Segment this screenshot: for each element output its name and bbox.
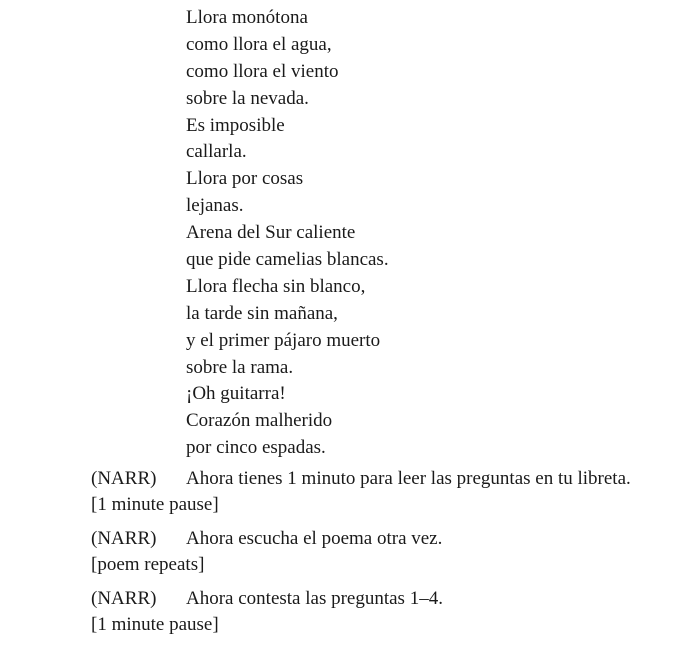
narration-text: Ahora contesta las preguntas 1–4. [186,588,443,609]
poem-line: por cinco espadas. [186,437,326,459]
poem-line: ¡Oh guitarra! [186,383,286,405]
narration-row [91,466,691,492]
poem-line: callarla. [186,141,247,163]
stage-direction: [1 minute pause] [91,614,219,635]
speaker-label: (NARR) [91,468,157,489]
narration-cue [91,586,691,638]
stage-direction: [poem repeats] [91,554,205,575]
poem-line: sobre la rama. [186,356,294,378]
narration-script [91,466,691,646]
narration-cue [91,466,691,518]
narration-row [91,586,691,612]
speaker-label: (NARR) [91,528,157,549]
poem-line: Llora flecha sin blanco, [186,275,366,297]
narration-row [91,526,691,552]
poem-line: la tarde sin mañana, [186,302,338,324]
poem-line: como llora el agua, [186,33,332,55]
stage-direction: [1 minute pause] [91,494,219,515]
poem-line: Arena del Sur caliente [186,222,356,244]
poem-line: Llora monótona [186,7,308,28]
poem-line: lejanas. [186,195,244,217]
poem-line: y el primer pájaro muerto [186,329,381,351]
narration-text: Ahora escucha el poema otra vez. [186,528,443,549]
poem-line: Es imposible [186,114,285,136]
speaker-label: (NARR) [91,588,157,609]
poem-line: Corazón malherido [186,410,333,432]
poem-line: que pide camelias blancas. [186,249,389,271]
narration-cue [91,526,691,578]
poem-line: como llora el viento [186,60,339,82]
poem [186,5,389,462]
poem-line: sobre la nevada. [186,87,309,109]
poem-line: Llora por cosas [186,168,304,190]
narration-text: Ahora tienes 1 minuto para leer las preguntas en tu libreta. [186,468,631,489]
